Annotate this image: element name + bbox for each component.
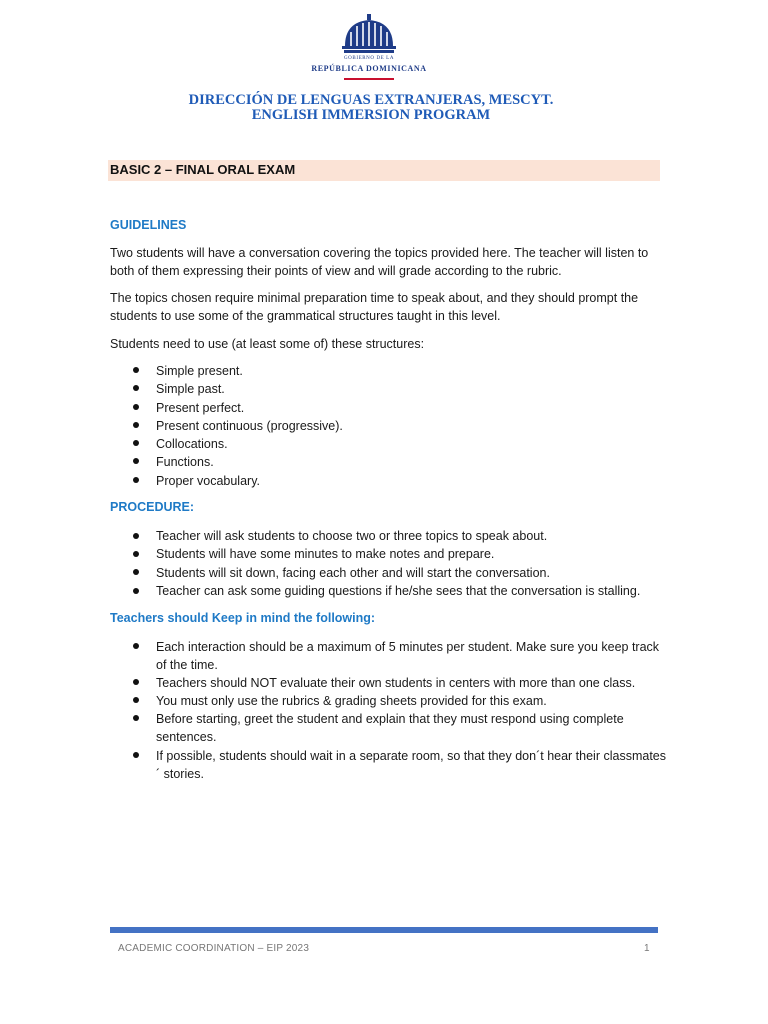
bullet-icon	[133, 477, 139, 483]
bullet-icon	[133, 458, 139, 464]
bullet-icon	[133, 404, 139, 410]
list-item: Collocations.	[156, 437, 228, 451]
bullet-icon	[133, 385, 139, 391]
list-item: You must only use the rubrics & grading sheets provided for this exam.	[156, 694, 547, 708]
list-item: Teacher will ask students to choose two or three topics to speak about.	[156, 529, 548, 543]
list-item: Simple present.	[156, 364, 243, 378]
guidelines-title: GUIDELINES	[110, 218, 187, 232]
procedure-title: PROCEDURE:	[110, 500, 195, 514]
page-number: 1	[644, 943, 650, 954]
heading-line-1: DIRECCIÓN DE LENGUAS EXTRANJERAS, MESCYT.	[188, 92, 554, 108]
guidelines-paragraph-1: Two students will have a conversation covering the topics provided here. The teacher will listen to both of them expressing their points of view and will grade according to the rubric.	[110, 246, 649, 278]
logo-small-text: GOBIERNO DE LA	[343, 56, 395, 61]
logo-red-rule	[344, 78, 394, 80]
heading-line-2: ENGLISH IMMERSION PROGRAM	[251, 107, 491, 123]
list-item: Functions.	[156, 455, 214, 469]
bullet-icon	[133, 367, 139, 373]
bullet-icon	[133, 715, 139, 721]
logo-big-text: REPÚBLICA DOMINICANA	[311, 64, 427, 73]
bullet-icon	[133, 697, 139, 703]
guidelines-paragraph-2: The topics chosen require minimal preparation time to speak about, and they should prompt the students to use some of the grammatical structures taught in this level.	[110, 291, 639, 323]
bullet-icon	[133, 551, 139, 557]
list-item: Teacher can ask some guiding questions if he/she sees that the conversation is stalling.	[156, 584, 641, 598]
footer-rule	[110, 927, 658, 933]
bullet-icon	[133, 643, 139, 649]
bullet-icon	[133, 422, 139, 428]
list-item: Simple past.	[156, 382, 225, 396]
list-item: Teachers should NOT evaluate their own students in centers with more than one class.	[156, 676, 636, 690]
bullet-icon	[133, 533, 139, 539]
list-item: Each interaction should be a maximum of 5 minutes per student. Make sure you keep track of the time.	[156, 640, 660, 672]
bullet-icon	[133, 679, 139, 685]
bullet-icon	[133, 440, 139, 446]
list-item: Present perfect.	[156, 401, 245, 415]
dome-icon	[310, 12, 428, 56]
bullet-icon	[133, 569, 139, 575]
exam-title-bar	[108, 160, 660, 181]
government-logo	[310, 12, 428, 84]
list-item: Present continuous (progressive).	[156, 419, 343, 433]
list-item: If possible, students should wait in a separate room, so that they don´t hear their classmates´ stories.	[156, 749, 666, 781]
bullet-icon	[133, 588, 139, 594]
keep-in-mind-title: Teachers should Keep in mind the following:	[110, 611, 376, 625]
list-item: Before starting, greet the student and explain that they must respond using complete sentences.	[156, 712, 624, 744]
list-item: Students will sit down, facing each other and will start the conversation.	[156, 566, 550, 580]
guidelines-paragraph-3: Students need to use (at least some of) these structures:	[110, 337, 425, 351]
list-item: Students will have some minutes to make notes and prepare.	[156, 547, 495, 561]
bullet-icon	[133, 752, 139, 758]
footer-text: ACADEMIC COORDINATION – EIP 2023	[118, 943, 310, 954]
list-item: Proper vocabulary.	[156, 474, 260, 488]
exam-title: BASIC 2 – FINAL ORAL EXAM	[110, 162, 296, 177]
